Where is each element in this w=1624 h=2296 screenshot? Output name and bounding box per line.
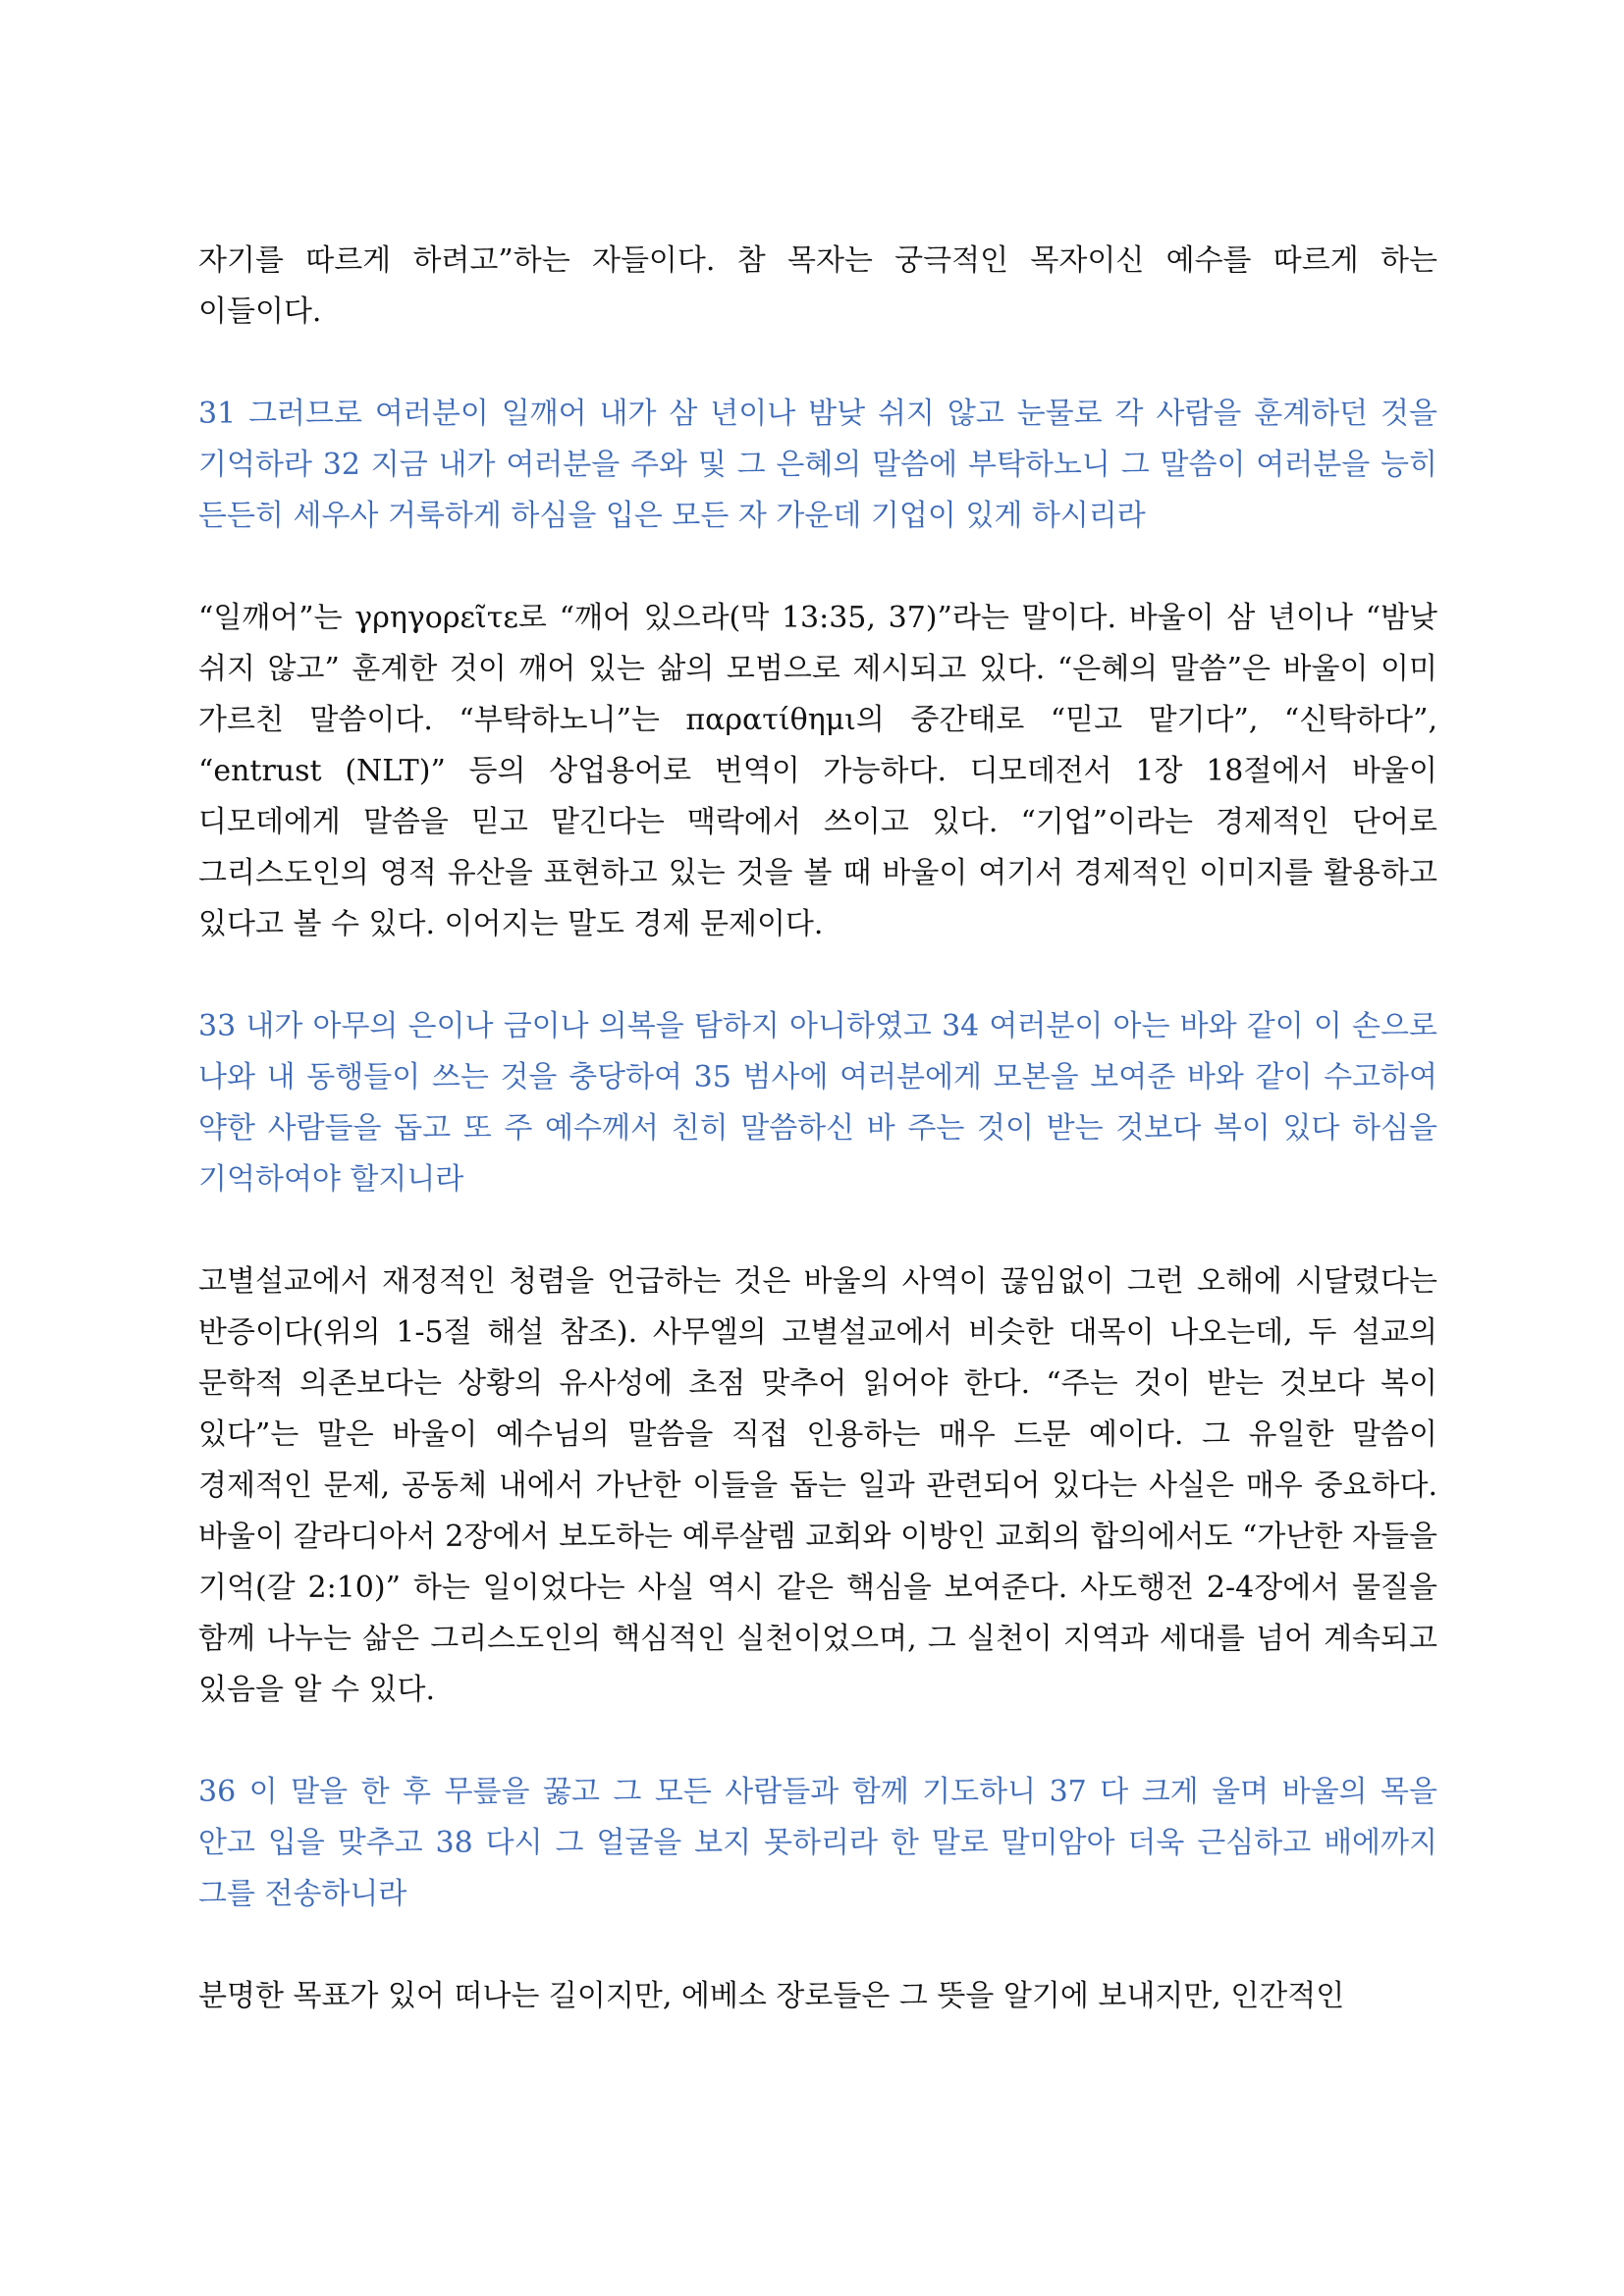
scripture-verses-36-38: 36 이 말을 한 후 무릎을 꿇고 그 모든 사람들과 함께 기도하니 37 다 크게 울며 바울의 목을 안고 입을 맞추고 38 다시 그 얼굴을 보지 못하리라 한 말로 말미암아 더욱 근심하고 배에까지 그를 전송하니라	[198, 1775, 1437, 1911]
document-page	[198, 236, 1437, 2022]
scripture-verses-33-35: 33 내가 아무의 은이나 금이나 의복을 탐하지 아니하였고 34 여러분이 아는 바와 같이 이 손으로 나와 내 동행들이 쓰는 것을 충당하여 35 범사에 여러분에게 모본을 보여준 바와 같이 수고하여 약한 사람들을 돕고 또 주 예수께서 친히 말씀하신 바 주는 것이 받는 것보다 복이 있다 하심을 기억하여야 할지니라	[198, 1009, 1437, 1197]
commentary-paragraph-1: 자기를 따르게 하려고”하는 자들이다. 참 목자는 궁극적인 목자이신 예수를 따르게 하는 이들이다.	[198, 243, 1437, 329]
commentary-paragraph-4: 분명한 목표가 있어 떠나는 길이지만, 에베소 장로들은 그 뜻을 알기에 보내지만, 인간적인	[198, 1979, 1345, 2013]
commentary-paragraph-2: “일깨어”는 γρηγορεῖτε로 “깨어 있으라(막 13:35, 37)”라는 말이다. 바울이 삼 년이나 “밤낮 쉬지 않고” 훈계한 것이 깨어 있는 삶의 모범으로 제시되고 있다. “은혜의 말씀”은 바울이 이미 가르친 말씀이다. “부탁하노니”는 παρατίθημι의 중간태로 “믿고 맡기다”, “신탁하다”, “entrust (NLT)” 등의 상업용어로 번역이 가능하다. 디모데전서 1장 18절에서 바울이 디모데에게 말씀을 믿고 맡긴다는 맥락에서 쓰이고 있다. “기업”이라는 경제적인 단어로 그리스도인의 영적 유산을 표현하고 있는 것을 볼 때 바울이 여기서 경제적인 이미지를 활용하고 있다고 볼 수 있다. 이어지는 말도 경제 문제이다.	[198, 601, 1437, 941]
commentary-paragraph-3: 고별설교에서 재정적인 청렴을 언급하는 것은 바울의 사역이 끊임없이 그런 오해에 시달렸다는 반증이다(위의 1-5절 해설 참조). 사무엘의 고별설교에서 비슷한 대목이 나오는데, 두 설교의 문학적 의존보다는 상황의 유사성에 초점 맞추어 읽어야 한다. “주는 것이 받는 것보다 복이 있다”는 말은 바울이 예수님의 말씀을 직접 인용하는 매우 드문 예이다. 그 유일한 말씀이 경제적인 문제, 공동체 내에서 가난한 이들을 돕는 일과 관련되어 있다는 사실은 매우 중요하다. 바울이 갈라디아서 2장에서 보도하는 예루살렘 교회와 이방인 교회의 합의에서도 “가난한 자들을 기억(갈 2:10)” 하는 일이었다는 사실 역시 같은 핵심을 보여준다. 사도행전 2-4장에서 물질을 함께 나누는 삶은 그리스도인의 핵심적인 실천이었으며, 그 실천이 지역과 세대를 넘어 계속되고 있음을 알 수 있다.	[198, 1264, 1437, 1707]
scripture-verses-31-32: 31 그러므로 여러분이 일깨어 내가 삼 년이나 밤낮 쉬지 않고 눈물로 각 사람을 훈계하던 것을 기억하라 32 지금 내가 여러분을 주와 및 그 은혜의 말씀에 부탁하노니 그 말씀이 여러분을 능히 든든히 세우사 거룩하게 하심을 입은 모든 자 가운데 기업이 있게 하시리라	[198, 397, 1437, 533]
